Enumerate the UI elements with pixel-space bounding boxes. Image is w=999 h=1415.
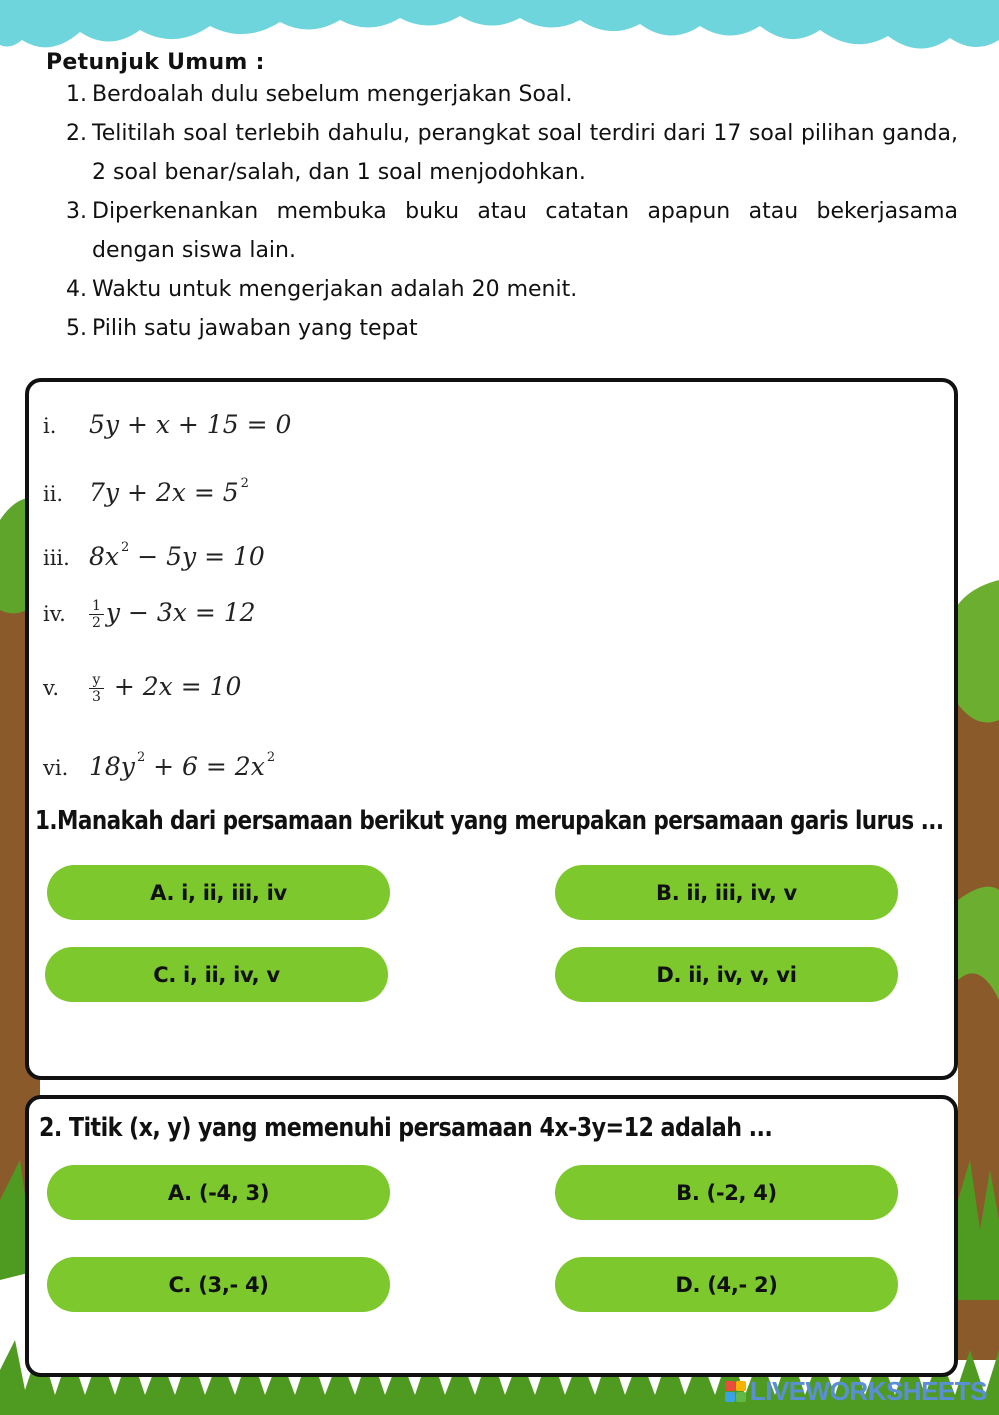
liveworksheets-logo: [725, 1376, 987, 1407]
instruction-item: 5. Pilih satu jawaban yang tepat: [66, 316, 418, 341]
q1-option-c[interactable]: C. i, ii, iv, v: [45, 947, 388, 1002]
equation-iv: iv. $\frac{1}{2}$ y − 3x = 12: [43, 598, 256, 631]
question-1-card: [25, 378, 958, 1080]
equation-iii: iii. 8x $^2$ − 5y = 10: [43, 540, 265, 571]
instruction-item: 1. Berdoalah dulu sebelum mengerjakan Soal.: [66, 82, 573, 107]
question-2-text: 2. Titik (x, y) yang memenuhi persamaan 4x-3y=12 adalah ...: [39, 1113, 773, 1143]
general-instructions: [46, 50, 958, 348]
question-1-text: 1.Manakah dari persamaan berikut yang merupakan persamaan garis lurus ...: [35, 806, 944, 836]
q2-option-c[interactable]: C. (3,- 4): [47, 1257, 390, 1312]
question-2-card: [25, 1095, 958, 1377]
equation-i: i. 5y + x + 15 = 0: [43, 410, 292, 439]
q2-option-a[interactable]: A. (-4, 3): [47, 1165, 390, 1220]
equation-vi: vi. 18y $^2$ + 6 = 2x $^2$: [43, 750, 276, 781]
fraction: $\frac{y}{3}$: [89, 672, 104, 705]
fraction: $\frac{1}{2}$: [89, 598, 104, 631]
logo-mark-icon: [725, 1381, 746, 1402]
q2-option-b[interactable]: B. (-2, 4): [555, 1165, 898, 1220]
cloud-border: [0, 0, 999, 49]
q2-option-d[interactable]: D. (4,- 2): [555, 1257, 898, 1312]
instruction-item: 4. Waktu untuk mengerjakan adalah 20 menit.: [66, 277, 578, 302]
logo-text: LIVEWORKSHEETS: [749, 1376, 987, 1406]
q1-option-a[interactable]: A. i, ii, iii, iv: [47, 865, 390, 920]
instruction-item: 3. Diperkenankan membuka buku atau catatan apapun atau bekerjasama dengan siswa lain.: [66, 199, 958, 263]
q1-option-b[interactable]: B. ii, iii, iv, v: [555, 865, 898, 920]
equation-ii: ii. 7y + 2x = 5 $^2$: [43, 476, 249, 507]
instructions-list: [46, 75, 958, 348]
instruction-item: 2. Telitilah soal terlebih dahulu, perangkat soal terdiri dari 17 soal pilihan ganda, 2 soal benar/salah, dan 1 soal menjodohkan.: [66, 121, 958, 185]
instructions-title: Petunjuk Umum :: [46, 50, 265, 75]
q1-option-d[interactable]: D. ii, iv, v, vi: [555, 947, 898, 1002]
equation-v: v. $\frac{y}{3}$ + 2x = 10: [43, 672, 242, 705]
